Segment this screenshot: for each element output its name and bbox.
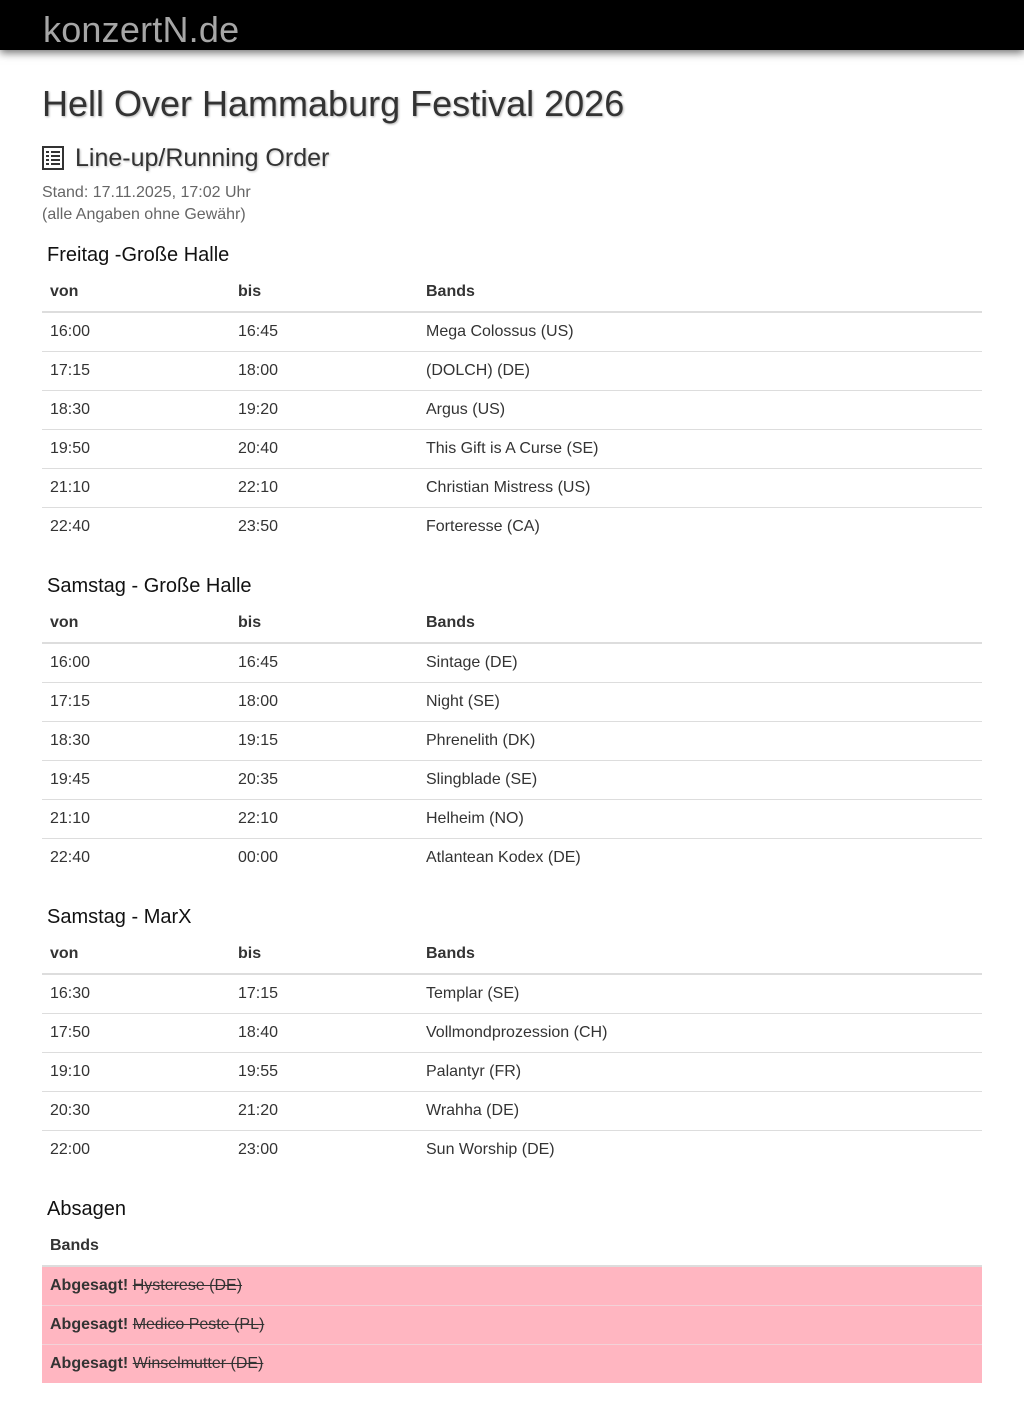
table-row: [42, 352, 982, 391]
column-header-bands: Bands: [418, 603, 982, 643]
schedule-samstag-grosse-halle: [42, 569, 982, 877]
table-header-row: [42, 934, 982, 974]
cell-band: Forteresse (CA): [418, 508, 982, 547]
cell-band: Slingblade (SE): [418, 761, 982, 800]
cell-bis: 00:00: [230, 839, 418, 878]
table-header-row: [42, 1226, 982, 1266]
site-brand-link[interactable]: konzertN.de: [43, 9, 240, 50]
cell-bis: 18:40: [230, 1014, 418, 1053]
cell-bis: 20:40: [230, 430, 418, 469]
cell-band: Sintage (DE): [426, 654, 518, 671]
column-header-bands: Bands: [418, 934, 982, 974]
cancelled-row: [42, 1306, 982, 1345]
section-title: Absagen: [47, 1198, 126, 1220]
schedule-table: [42, 934, 982, 1169]
table-header-row: [42, 603, 982, 643]
cell-band: Christian Mistress (US): [418, 469, 982, 508]
cell-von: 20:30: [42, 1092, 230, 1131]
cell-band: This Gift is A Curse (SE): [418, 430, 982, 469]
schedule-table: [42, 272, 982, 546]
table-header-row: [42, 272, 982, 312]
cell-von: 17:50: [42, 1014, 230, 1053]
cell-von: 17:15: [42, 683, 230, 722]
cell-bis: 18:00: [230, 683, 418, 722]
cell-von: 17:15: [42, 352, 230, 391]
top-navbar: [0, 0, 1024, 50]
cancelled-band: Winselmutter (DE): [132, 1355, 264, 1372]
column-header-bands: Bands: [418, 272, 982, 312]
cell-bis: 18:00: [230, 352, 418, 391]
table-row: [42, 722, 982, 761]
column-header-bis: bis: [230, 934, 418, 974]
cell-band: (DOLCH) (DE): [418, 352, 982, 391]
cell-band: Atlantean Kodex (DE): [418, 839, 982, 878]
cell-von: 16:00: [50, 323, 91, 340]
cell-bis: 16:45: [238, 654, 279, 671]
cell-von: 21:10: [42, 469, 230, 508]
column-header-von: von: [42, 934, 230, 974]
cell-bis: 19:20: [230, 391, 418, 430]
cell-von: 16:30: [50, 985, 91, 1002]
table-row: [42, 683, 982, 722]
cell-band: Phrenelith (DK): [418, 722, 982, 761]
cell-bis: 16:45: [238, 323, 279, 340]
cell-bis: 21:20: [230, 1092, 418, 1131]
cancelled-row: [42, 1266, 982, 1306]
cell-von: 19:10: [42, 1053, 230, 1092]
schedule-samstag-marx: [42, 900, 982, 1169]
subtitle-text: Line-up/Running Order: [75, 144, 330, 172]
cell-band: Sun Worship (DE): [418, 1131, 982, 1170]
cell-von: 22:40: [42, 508, 230, 547]
cancelled-label: Abgesagt!: [50, 1355, 129, 1372]
cell-von: 19:50: [42, 430, 230, 469]
section-title: Samstag - MarX: [47, 906, 192, 928]
cell-bis: 17:15: [238, 985, 279, 1002]
cell-band: Vollmondprozession (CH): [418, 1014, 982, 1053]
cell-band: Night (SE): [418, 683, 982, 722]
table-row: [42, 1053, 982, 1092]
column-header-bis: bis: [230, 272, 418, 312]
disclaimer: (alle Angaben ohne Gewähr): [42, 206, 246, 223]
column-header-von: von: [42, 603, 230, 643]
stand-date: Stand: 17.11.2025, 17:02 Uhr: [42, 184, 251, 201]
cancelled-label: Abgesagt!: [50, 1316, 129, 1333]
cell-band: Argus (US): [418, 391, 982, 430]
table-row: [42, 800, 982, 839]
stand-info: [42, 182, 251, 226]
cell-von: 22:00: [42, 1131, 230, 1170]
table-row: [42, 508, 982, 547]
cancellations-section: [42, 1192, 982, 1383]
table-row: [42, 391, 982, 430]
table-row: [42, 1014, 982, 1053]
cancelled-label: Abgesagt!: [50, 1277, 129, 1294]
section-title: Samstag - Große Halle: [47, 575, 252, 597]
cell-von: 19:45: [42, 761, 230, 800]
schedule-table: [42, 603, 982, 877]
cell-von: 18:30: [42, 391, 230, 430]
table-row: [42, 430, 982, 469]
cancelled-row: [42, 1345, 982, 1384]
cancelled-band: Hysterese (DE): [132, 1277, 243, 1294]
table-row: [42, 312, 982, 352]
table-row: [42, 974, 982, 1014]
section-title: Freitag -Große Halle: [47, 244, 230, 266]
cell-bis: 22:10: [230, 469, 418, 508]
cell-band: Helheim (NO): [418, 800, 982, 839]
cancelled-cell: [42, 1306, 982, 1345]
column-header-bands: Bands: [42, 1226, 982, 1266]
column-header-bis: bis: [230, 603, 418, 643]
page-title: Hell Over Hammaburg Festival 2026: [42, 83, 625, 124]
table-row: [42, 839, 982, 878]
cell-von: 21:10: [42, 800, 230, 839]
cell-band: Palantyr (FR): [418, 1053, 982, 1092]
cell-bis: 19:55: [230, 1053, 418, 1092]
cell-von: 18:30: [42, 722, 230, 761]
cell-von: 22:40: [42, 839, 230, 878]
cell-band: Mega Colossus (US): [426, 323, 574, 340]
cell-bis: 20:35: [230, 761, 418, 800]
table-row: [42, 469, 982, 508]
table-row: [42, 1092, 982, 1131]
cell-bis: 22:10: [230, 800, 418, 839]
list-icon: [42, 146, 64, 170]
schedule-freitag-grosse-halle: [42, 238, 982, 546]
column-header-von: von: [42, 272, 230, 312]
cell-bis: 19:15: [230, 722, 418, 761]
table-row: [42, 1131, 982, 1170]
cancelled-cell: [42, 1345, 982, 1384]
cell-band: Templar (SE): [426, 985, 520, 1002]
page-subtitle: [42, 141, 329, 175]
cell-von: 16:00: [50, 654, 91, 671]
table-row: [42, 761, 982, 800]
cell-bis: 23:50: [230, 508, 418, 547]
cancelled-cell: [42, 1266, 982, 1306]
cancellations-table: [42, 1226, 982, 1383]
table-row: [42, 643, 982, 683]
cell-bis: 23:00: [230, 1131, 418, 1170]
cancelled-band: Medico Peste (PL): [132, 1316, 265, 1333]
cell-band: Wrahha (DE): [418, 1092, 982, 1131]
